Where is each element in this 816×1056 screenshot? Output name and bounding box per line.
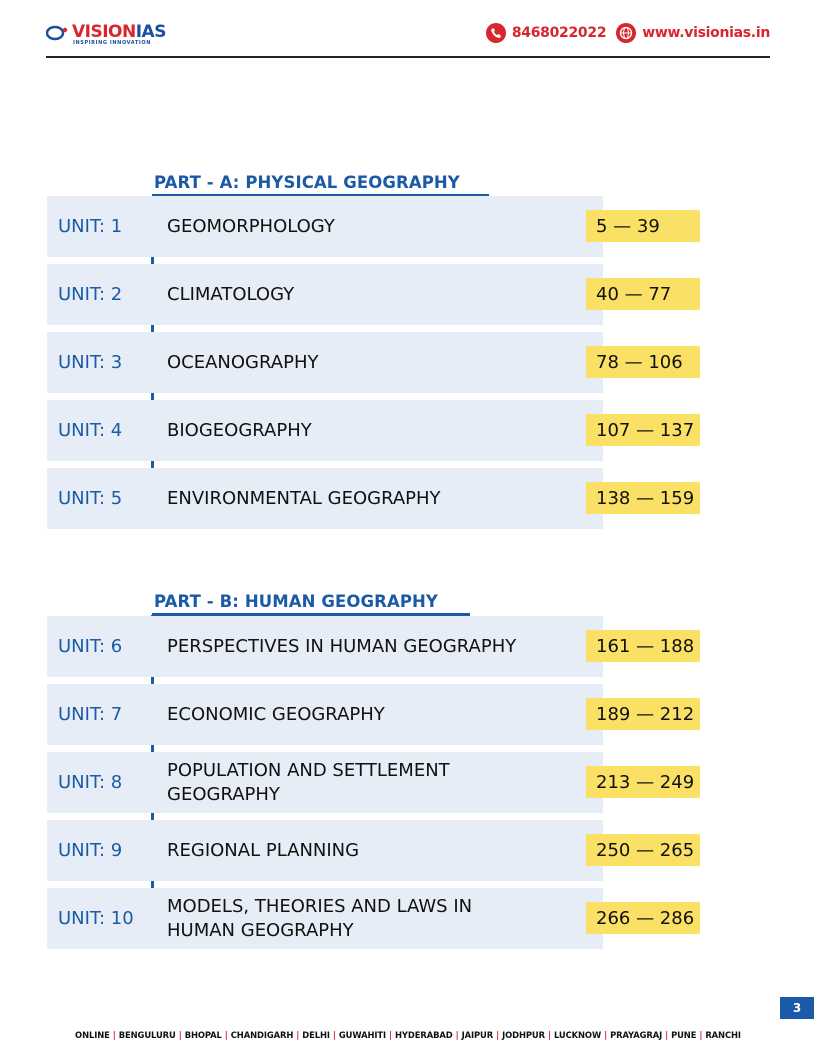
- website-contact[interactable]: [616, 23, 770, 43]
- footer-city: BENGULURU: [118, 1030, 176, 1040]
- unit-row[interactable]: [47, 752, 700, 813]
- page-range: 138 — 159: [586, 482, 700, 514]
- part-b-title: PART - B: HUMAN GEOGRAPHY: [154, 592, 438, 611]
- footer-city: JAIPUR: [461, 1030, 494, 1040]
- page-range: 161 — 188: [586, 630, 700, 662]
- page-range: 266 — 286: [586, 902, 700, 934]
- footer-separator: |: [389, 1030, 393, 1040]
- footer-city: GUWAHITI: [338, 1030, 387, 1040]
- footer-city: PUNE: [671, 1030, 697, 1040]
- unit-number: UNIT: 6: [58, 636, 123, 657]
- unit-title: ENVIRONMENTAL GEOGRAPHY: [167, 487, 441, 509]
- footer-separator: |: [332, 1030, 336, 1040]
- unit-row[interactable]: [47, 196, 700, 257]
- page-header: [46, 18, 770, 58]
- footer-separator: |: [178, 1030, 182, 1040]
- globe-icon: [616, 23, 636, 43]
- part-a-list: [47, 196, 700, 536]
- unit-row[interactable]: [47, 400, 700, 461]
- logo-tagline: INSPIRING INNOVATION: [73, 40, 151, 46]
- footer-cities: [46, 1030, 770, 1040]
- footer-city: DELHI: [302, 1030, 330, 1040]
- footer-separator: |: [112, 1030, 116, 1040]
- page-number: 3: [780, 997, 814, 1019]
- unit-row[interactable]: [47, 468, 700, 529]
- footer-city: LUCKNOW: [553, 1030, 602, 1040]
- unit-title: POPULATION AND SETTLEMENT GEOGRAPHY: [167, 759, 450, 805]
- footer-city: HYDERABAD: [395, 1030, 453, 1040]
- page-range: 40 — 77: [586, 278, 700, 310]
- footer-city: RANCHI: [705, 1030, 741, 1040]
- footer-separator: |: [547, 1030, 551, 1040]
- phone-number: 8468022022: [511, 25, 607, 41]
- unit-row[interactable]: [47, 332, 700, 393]
- page-range: 189 — 212: [586, 698, 700, 730]
- unit-number: UNIT: 10: [58, 908, 134, 929]
- unit-number: UNIT: 4: [58, 420, 123, 441]
- website-url: www.visionias.in: [642, 25, 770, 41]
- phone-icon: [486, 23, 506, 43]
- unit-number: UNIT: 5: [58, 488, 123, 509]
- footer-city: PRAYAGRAJ: [610, 1030, 663, 1040]
- footer-city: CHANDIGARH: [230, 1030, 294, 1040]
- unit-number: UNIT: 3: [58, 352, 123, 373]
- unit-row[interactable]: [47, 820, 700, 881]
- page-range: 250 — 265: [586, 834, 700, 866]
- unit-row[interactable]: [47, 616, 700, 677]
- phone-contact[interactable]: [486, 23, 606, 43]
- part-a-title: PART - A: PHYSICAL GEOGRAPHY: [154, 173, 460, 192]
- unit-row[interactable]: [47, 888, 700, 949]
- footer-separator: |: [496, 1030, 500, 1040]
- footer-separator: |: [296, 1030, 300, 1040]
- contact-info: [486, 22, 770, 44]
- unit-title: CLIMATOLOGY: [167, 283, 295, 305]
- unit-number: UNIT: 1: [58, 216, 123, 237]
- footer-separator: |: [699, 1030, 703, 1040]
- unit-number: UNIT: 7: [58, 704, 123, 725]
- unit-number: UNIT: 2: [58, 284, 123, 305]
- page-range: 78 — 106: [586, 346, 700, 378]
- page-range: 5 — 39: [586, 210, 700, 242]
- unit-title: MODELS, THEORIES AND LAWS IN HUMAN GEOGRAPHY: [167, 895, 473, 941]
- footer-separator: |: [665, 1030, 669, 1040]
- logo-swoosh-icon: [46, 25, 68, 41]
- unit-number: UNIT: 9: [58, 840, 123, 861]
- unit-row[interactable]: [47, 684, 700, 745]
- unit-title: OCEANOGRAPHY: [167, 351, 319, 373]
- unit-title: GEOMORPHOLOGY: [167, 215, 335, 237]
- footer-city: ONLINE: [75, 1030, 110, 1040]
- footer-separator: |: [224, 1030, 228, 1040]
- footer-city: BHOPAL: [184, 1030, 222, 1040]
- unit-title: BIOGEOGRAPHY: [167, 419, 312, 441]
- footer-separator: |: [604, 1030, 608, 1040]
- footer-separator: |: [455, 1030, 459, 1040]
- unit-row[interactable]: [47, 264, 700, 325]
- unit-title: REGIONAL PLANNING: [167, 839, 360, 861]
- unit-number: UNIT: 8: [58, 772, 123, 793]
- unit-title: PERSPECTIVES IN HUMAN GEOGRAPHY: [167, 635, 517, 657]
- part-b-list: [47, 616, 700, 956]
- footer-city: JODHPUR: [502, 1030, 545, 1040]
- unit-title: ECONOMIC GEOGRAPHY: [167, 703, 385, 725]
- page-range: 107 — 137: [586, 414, 700, 446]
- page-range: 213 — 249: [586, 766, 700, 798]
- logo-text: VISIONIAS: [72, 22, 166, 42]
